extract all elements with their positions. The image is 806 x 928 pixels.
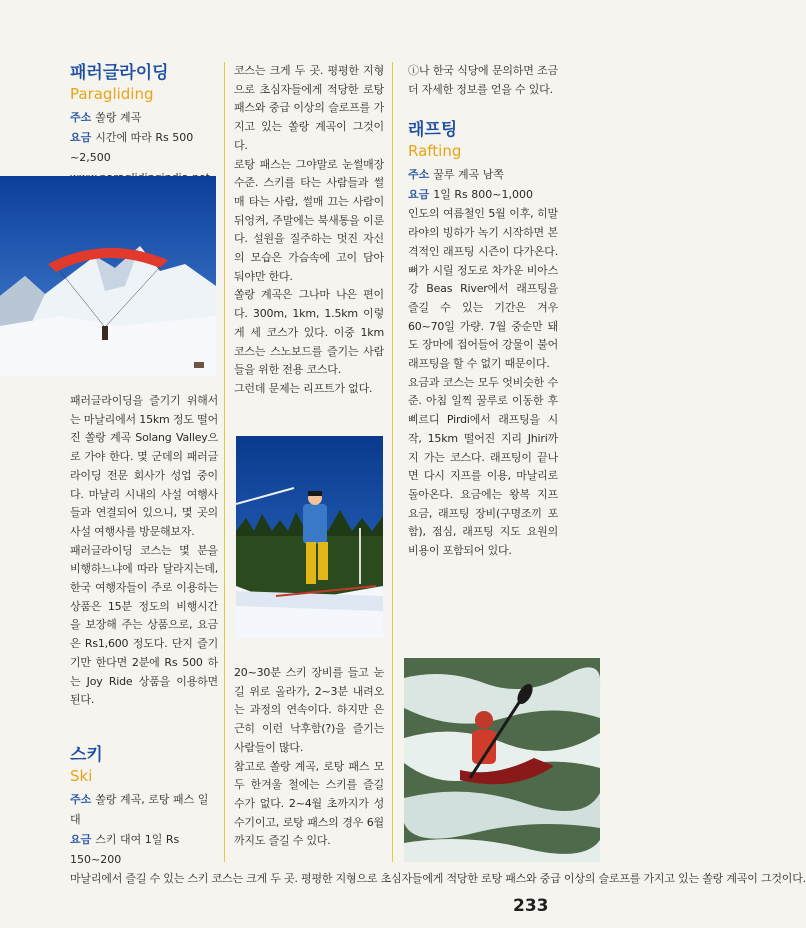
rafting-paragraph: 인도의 여름철인 5월 이후, 히말라야의 빙하가 녹기 시작하면 본격적인 래프팅 시즌이 다가온다. 뼈가 시릴 정도로 차가운 비아스 강 Beas River에서 래프팅을 즐길 수 있는 기간은 겨우 60~70일 가량. 7월 중순만 돼도 장마에 접어들어 강물이 불어 래프팅을 할 수 없기 때문이다.: [408, 207, 558, 371]
paragliding-body: [70, 392, 218, 710]
ski-paragraph: 마날리에서 즐길 수 있는 스키 코스는 크게 두 곳. 평평한 지형으로 초심자들에게 적당한 로탕 패스와 중급 이상의 슬로프를 가지고 있는 쏠랑 계곡이 그것이다.: [70, 872, 806, 885]
rafting-paragraph: 요금과 코스는 모두 엇비슷한 수준. 아침 일찍 꿀루로 이동한 후 삐르디 Pirdi에서 래프팅을 시작, 15km 떨어진 지리 Jhiri까지 가는 코스다. 래프팅이 끝나면 다시 지프를 이용, 마날리로 돌아온다. 요금에는 왕복 지프 요금, 래프팅 장비(구명조끼 포함), 점심, 래프팅 지도 요원의 비용이 포함되어 있다.: [408, 375, 558, 558]
column-1: [70, 62, 218, 188]
rafting-fee: [408, 185, 558, 205]
ski-title-en: Ski: [70, 767, 93, 785]
ski-paragraph: 그런데 문제는 리프트가 없다.: [234, 381, 373, 395]
column-2: [234, 62, 384, 399]
address-label: 주소: [70, 111, 92, 124]
paragliding-paragraph: 패러글라이딩을 즐기기 위해서는 마날리에서 15km 정도 떨어진 쏠랑 계곡 Solang Valley으로 가야 한다. 몇 군데의 패러글라이딩 전문 회사가 성업 중이다. 마날리 시내의 사설 여행사들과 연결되어 있으니, 몇 곳의 사설 여행사를 방문해보자.: [70, 394, 218, 538]
fee-value: 시간에 따라 Rs 500 ~2,500: [70, 131, 194, 164]
address-label: 주소: [70, 793, 92, 806]
info-paragraph: ⓘ나 한국 식당에 문의하면 조금 더 자세한 정보를 얻을 수 있다.: [408, 64, 558, 96]
column-3: [408, 62, 558, 561]
address-value: 꿀루 계곡 남쪽: [433, 168, 505, 182]
rafting-address: [408, 165, 558, 185]
paragliding-address: [70, 108, 218, 128]
page-number: 233: [513, 896, 549, 916]
ski-address: [70, 790, 218, 830]
paragliding-title-en: Paragliding: [70, 85, 154, 103]
rafting-title-ko: 래프팅: [408, 120, 458, 141]
rafting-title-en: Rafting: [408, 142, 462, 161]
paragliding-fee: [70, 128, 218, 168]
ski-title-ko: 스키: [70, 745, 103, 765]
fee-label: 요금: [70, 833, 92, 846]
ski-body-bottom: [234, 664, 384, 851]
ski-paragraph-cont: 코스는 크게 두 곳. 평평한 지형으로 초심자들에게 적당한 로탕 패스와 중급 이상의 슬로프를 가지고 있는 쏠랑 계곡이 그것이다.: [234, 64, 384, 152]
column-divider: [224, 62, 225, 862]
ski-paragraph: 쏠랑 계곡은 그나마 나은 편이다. 300m, 1km, 1.5km 이렇게 세 코스가 있다. 이중 1km 코스는 스노보드를 즐기는 사람들을 위한 전용 코스다.: [234, 288, 384, 377]
ski-photo: [236, 436, 383, 638]
ski-fee: [70, 830, 218, 870]
address-value: 쏠랑 계곡, 로탕 패스 일대: [70, 793, 209, 826]
ski-paragraph: 20~30분 스키 장비를 들고 눈길 위로 올라가, 2~3분 내려오는 과정의 연속이다. 하지만 은근히 이런 낙후함(?)을 즐기는 사람들이 많다.: [234, 666, 384, 754]
ski-paragraph: 로탕 패스는 그야말로 눈썰매장 수준. 스키를 타는 사람들과 썰매 타는 사람, 썰매 끄는 사람이 뒤엉켜, 주말에는 북새통을 이룬다. 설원을 질주하는 멋진 자신의 모습은 가슴속에 고이 담아 둬야만 한다.: [234, 157, 384, 283]
fee-value: 1일 Rs 800~1,000: [433, 188, 533, 202]
fee-label: 요금: [70, 131, 92, 144]
address-value: 쏠랑 계곡: [95, 111, 142, 124]
fee-value: 스키 대여 1일 Rs 150~200: [70, 833, 180, 866]
ski-paragraph: 참고로 쏠랑 계곡, 로탕 패스 모두 한겨울 철에는 스키를 즐길 수가 없다. 2~4월 초까지가 성수기이고, 로탕 패스의 경우 6월까지도 즐길 수 있다.: [234, 759, 384, 848]
paragliding-paragraph: 패러글라이딩 코스는 몇 분을 비행하느냐에 따라 달라지는데, 한국 여행자들이 주로 이용하는 상품은 15분 정도의 비행시간을 보장해 주는 상품으로, 요금은 Rs1,600 정도다. 단지 즐기기만 한다면 2분에 Rs 500 하는 Joy Ride 상품을 이용하면 된다.: [70, 543, 218, 707]
paragliding-title-ko: 패러글라이딩: [70, 63, 169, 83]
fee-label: 요금: [408, 188, 430, 202]
rafting-photo: [404, 658, 600, 862]
address-label: 주소: [408, 168, 430, 182]
paragliding-photo: [0, 176, 216, 376]
column-divider: [392, 62, 393, 862]
